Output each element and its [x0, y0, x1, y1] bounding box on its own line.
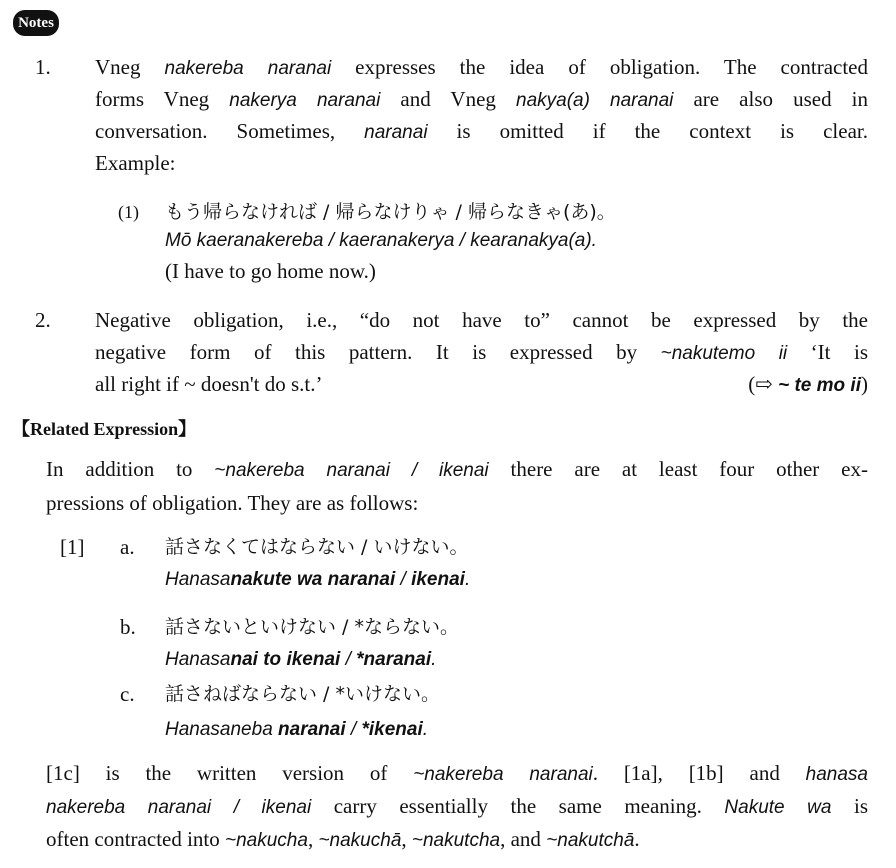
- text-run: . [1a], [1b] and: [592, 761, 806, 785]
- text-run: , and: [500, 827, 547, 851]
- bold-term: naranai: [278, 719, 346, 740]
- examples-number: [1]: [60, 535, 85, 559]
- italic-term: /: [340, 649, 357, 670]
- related-intro-line: [46, 454, 868, 484]
- related-intro-line: [46, 488, 418, 518]
- text-run: is omitted if the context is clear.: [427, 119, 868, 143]
- example-romaji: [165, 643, 436, 673]
- related-expression-heading: 【Related Expression】: [12, 419, 197, 439]
- note2-last-left: [95, 369, 322, 399]
- text-run: there are at least four other ex-: [488, 457, 868, 481]
- text-run: all right if ~ doesn't do s.t.’: [95, 372, 323, 396]
- text-run: ‘It is: [787, 340, 868, 364]
- text-run: Negative obligation, i.e., “do not have to” cannot be expressed by the: [95, 308, 868, 332]
- note1-line: [95, 84, 868, 114]
- bold-term: nakute wa naranai: [230, 569, 396, 590]
- italic-term: ~nakutchā: [546, 830, 635, 851]
- bold-term: *naranai: [356, 649, 432, 670]
- italic-term: Hanasaneba: [165, 719, 279, 740]
- italic-term: Hanasa: [165, 649, 231, 670]
- italic-term: nakerya naranai: [229, 90, 381, 111]
- italic-term: nakya(a) naranai: [516, 90, 674, 111]
- text-run: forms Vneg: [95, 87, 230, 111]
- italic-term: .: [464, 569, 471, 590]
- note1-line: [95, 52, 868, 82]
- note-number: 2.: [35, 308, 51, 332]
- italic-term: ~nakuchā: [318, 830, 402, 851]
- text-run: Example:: [95, 151, 176, 175]
- italic-term: /: [395, 569, 412, 590]
- text-run: .: [634, 827, 640, 851]
- conclusion-line: [46, 758, 868, 788]
- example-letter: a.: [120, 535, 135, 559]
- italic-term: naranai: [364, 122, 428, 143]
- note1-line: [95, 148, 175, 178]
- italic-term: ~nakucha: [225, 830, 308, 851]
- example-translation: (I have to go home now.): [165, 259, 376, 283]
- example-romaji: Mō kaeranakereba / kaeranakerya / kearanakya(a).: [165, 230, 597, 251]
- bold-term: nai to ikenai: [230, 649, 341, 670]
- text-run: conversation. Sometimes,: [95, 119, 365, 143]
- italic-term: nakereba naranai / ikenai: [46, 797, 312, 818]
- note2-line: [95, 337, 868, 367]
- example-romaji: [165, 713, 428, 743]
- text-run: ,: [307, 827, 319, 851]
- text-run: [1c] is the written version of: [46, 761, 414, 785]
- notes-badge: Notes: [13, 10, 59, 36]
- italic-term: nakereba naranai: [164, 58, 332, 79]
- example-japanese: 話さなくてはならない / いけない。: [165, 536, 469, 558]
- example-japanese: 話さないといけない / *ならない。: [165, 616, 459, 638]
- example-letter: b.: [120, 615, 136, 639]
- text-run: (⇨: [748, 372, 779, 396]
- text-run: pressions of obligation. They are as follows:: [46, 491, 419, 515]
- example-japanese: もう帰らなければ / 帰らなけりゃ / 帰らなきゃ(あ)。: [165, 201, 616, 223]
- text-run: ): [861, 372, 868, 396]
- example-japanese: 話さねばならない / *いけない。: [165, 683, 440, 705]
- note2-line: [95, 369, 868, 399]
- bold-term: ~ te mo ii: [778, 375, 861, 396]
- italic-term: .: [422, 719, 429, 740]
- italic-term: Nakute wa: [724, 797, 832, 818]
- note-number: 1.: [35, 55, 51, 79]
- conclusion-line: [46, 824, 640, 854]
- text-run: often contracted into: [46, 827, 226, 851]
- bold-term: *ikenai: [361, 719, 423, 740]
- cross-reference-link[interactable]: [748, 369, 868, 399]
- italic-term: /: [345, 719, 362, 740]
- italic-term: Hanasa: [165, 569, 231, 590]
- example-letter: c.: [120, 682, 135, 706]
- text-run: negative form of this pattern. It is expressed by: [95, 340, 661, 364]
- text-run: ,: [401, 827, 412, 851]
- italic-term: .: [431, 649, 437, 670]
- italic-term: ~nakutcha: [411, 830, 501, 851]
- example-number: (1): [118, 202, 139, 222]
- conclusion-line: [46, 791, 868, 821]
- text-run: is: [831, 794, 868, 818]
- italic-term: ~nakereba naranai / ikenai: [214, 460, 489, 481]
- text-run: and Vneg: [380, 87, 516, 111]
- text-run: are also used in: [673, 87, 868, 111]
- text-run: carry essentially the same meaning.: [311, 794, 725, 818]
- italic-term: hanasa: [805, 764, 868, 785]
- text-run: In addition to: [46, 457, 215, 481]
- note2-line: [95, 305, 868, 335]
- text-run: Vneg: [95, 55, 165, 79]
- italic-term: ~nakutemo ii: [660, 343, 788, 364]
- italic-term: ~nakereba naranai: [413, 764, 593, 785]
- example-romaji: [165, 563, 470, 593]
- note1-line: [95, 116, 868, 146]
- text-run: expresses the idea of obligation. The contracted: [331, 55, 868, 79]
- bold-term: ikenai: [411, 569, 465, 590]
